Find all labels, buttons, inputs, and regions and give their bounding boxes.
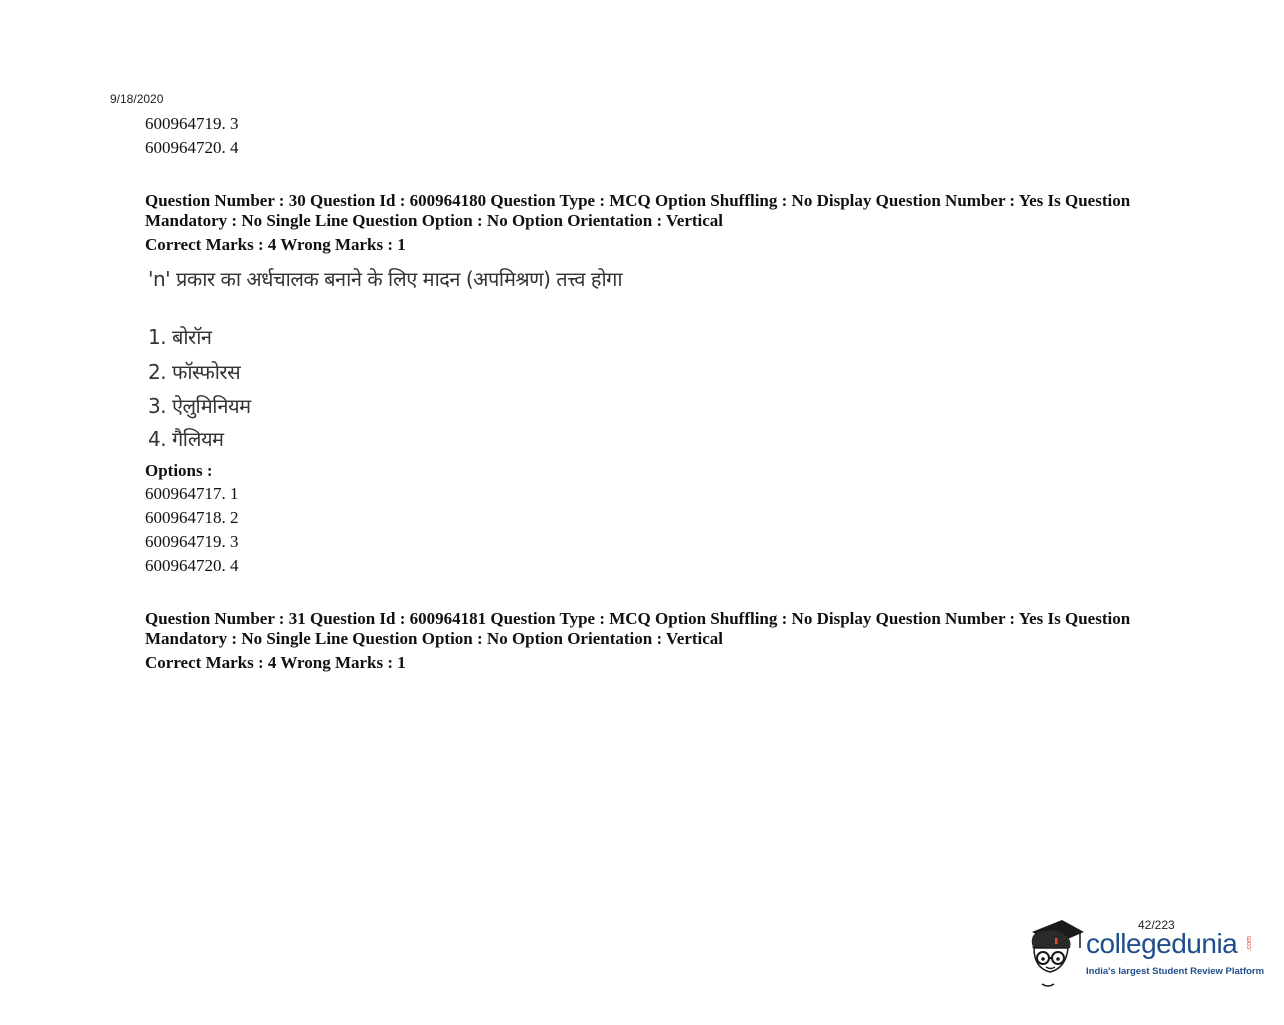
q30-choice-4: 4. गैलियम bbox=[148, 427, 224, 451]
q30-options-label: Options : bbox=[145, 461, 213, 480]
q31-marks: Correct Marks : 4 Wrong Marks : 1 bbox=[145, 653, 406, 672]
q30-choice-1: 1. बोरॉन bbox=[148, 325, 212, 349]
prev-option-4: 600964720. 4 bbox=[145, 138, 239, 157]
q30-marks: Correct Marks : 4 Wrong Marks : 1 bbox=[145, 235, 406, 254]
q31-meta: Question Number : 31 Question Id : 600964181 Question Type : MCQ Option Shuffling : No Display Question Number : Yes Is Question Mandatory : No Single Line Question Option : No Option Orientation : Vertical bbox=[145, 609, 1131, 648]
q30-question-text: 'n' प्रकार का अर्धचालक बनाने के लिए मादन (अपमिश्रण) तत्त्व होगा bbox=[148, 267, 623, 291]
student-mascot-icon bbox=[1022, 918, 1088, 990]
q30-option-1: 600964717. 1 bbox=[145, 484, 239, 503]
collegedunia-logo bbox=[1022, 918, 1265, 990]
brand-suffix: .com bbox=[1246, 936, 1253, 952]
brand-tagline: India's largest Student Review Platform bbox=[1086, 966, 1265, 977]
q30-choice-3: 3. ऐलुमिनियम bbox=[148, 394, 251, 418]
q30-option-4: 600964720. 4 bbox=[145, 556, 239, 575]
brand-name: collegedunia bbox=[1086, 928, 1238, 959]
prev-option-3: 600964719. 3 bbox=[145, 114, 239, 133]
q30-meta: Question Number : 30 Question Id : 600964180 Question Type : MCQ Option Shuffling : No Display Question Number : Yes Is Question Mandatory : No Single Line Question Option : No Option Orientation : Vertical bbox=[145, 191, 1131, 230]
q30-option-3: 600964719. 3 bbox=[145, 532, 239, 551]
q30-option-2: 600964718. 2 bbox=[145, 508, 239, 527]
page-number: 42/223 bbox=[1138, 918, 1175, 932]
q30-choice-2: 2. फॉस्फोरस bbox=[148, 360, 241, 384]
print-date: 9/18/2020 bbox=[110, 92, 164, 106]
